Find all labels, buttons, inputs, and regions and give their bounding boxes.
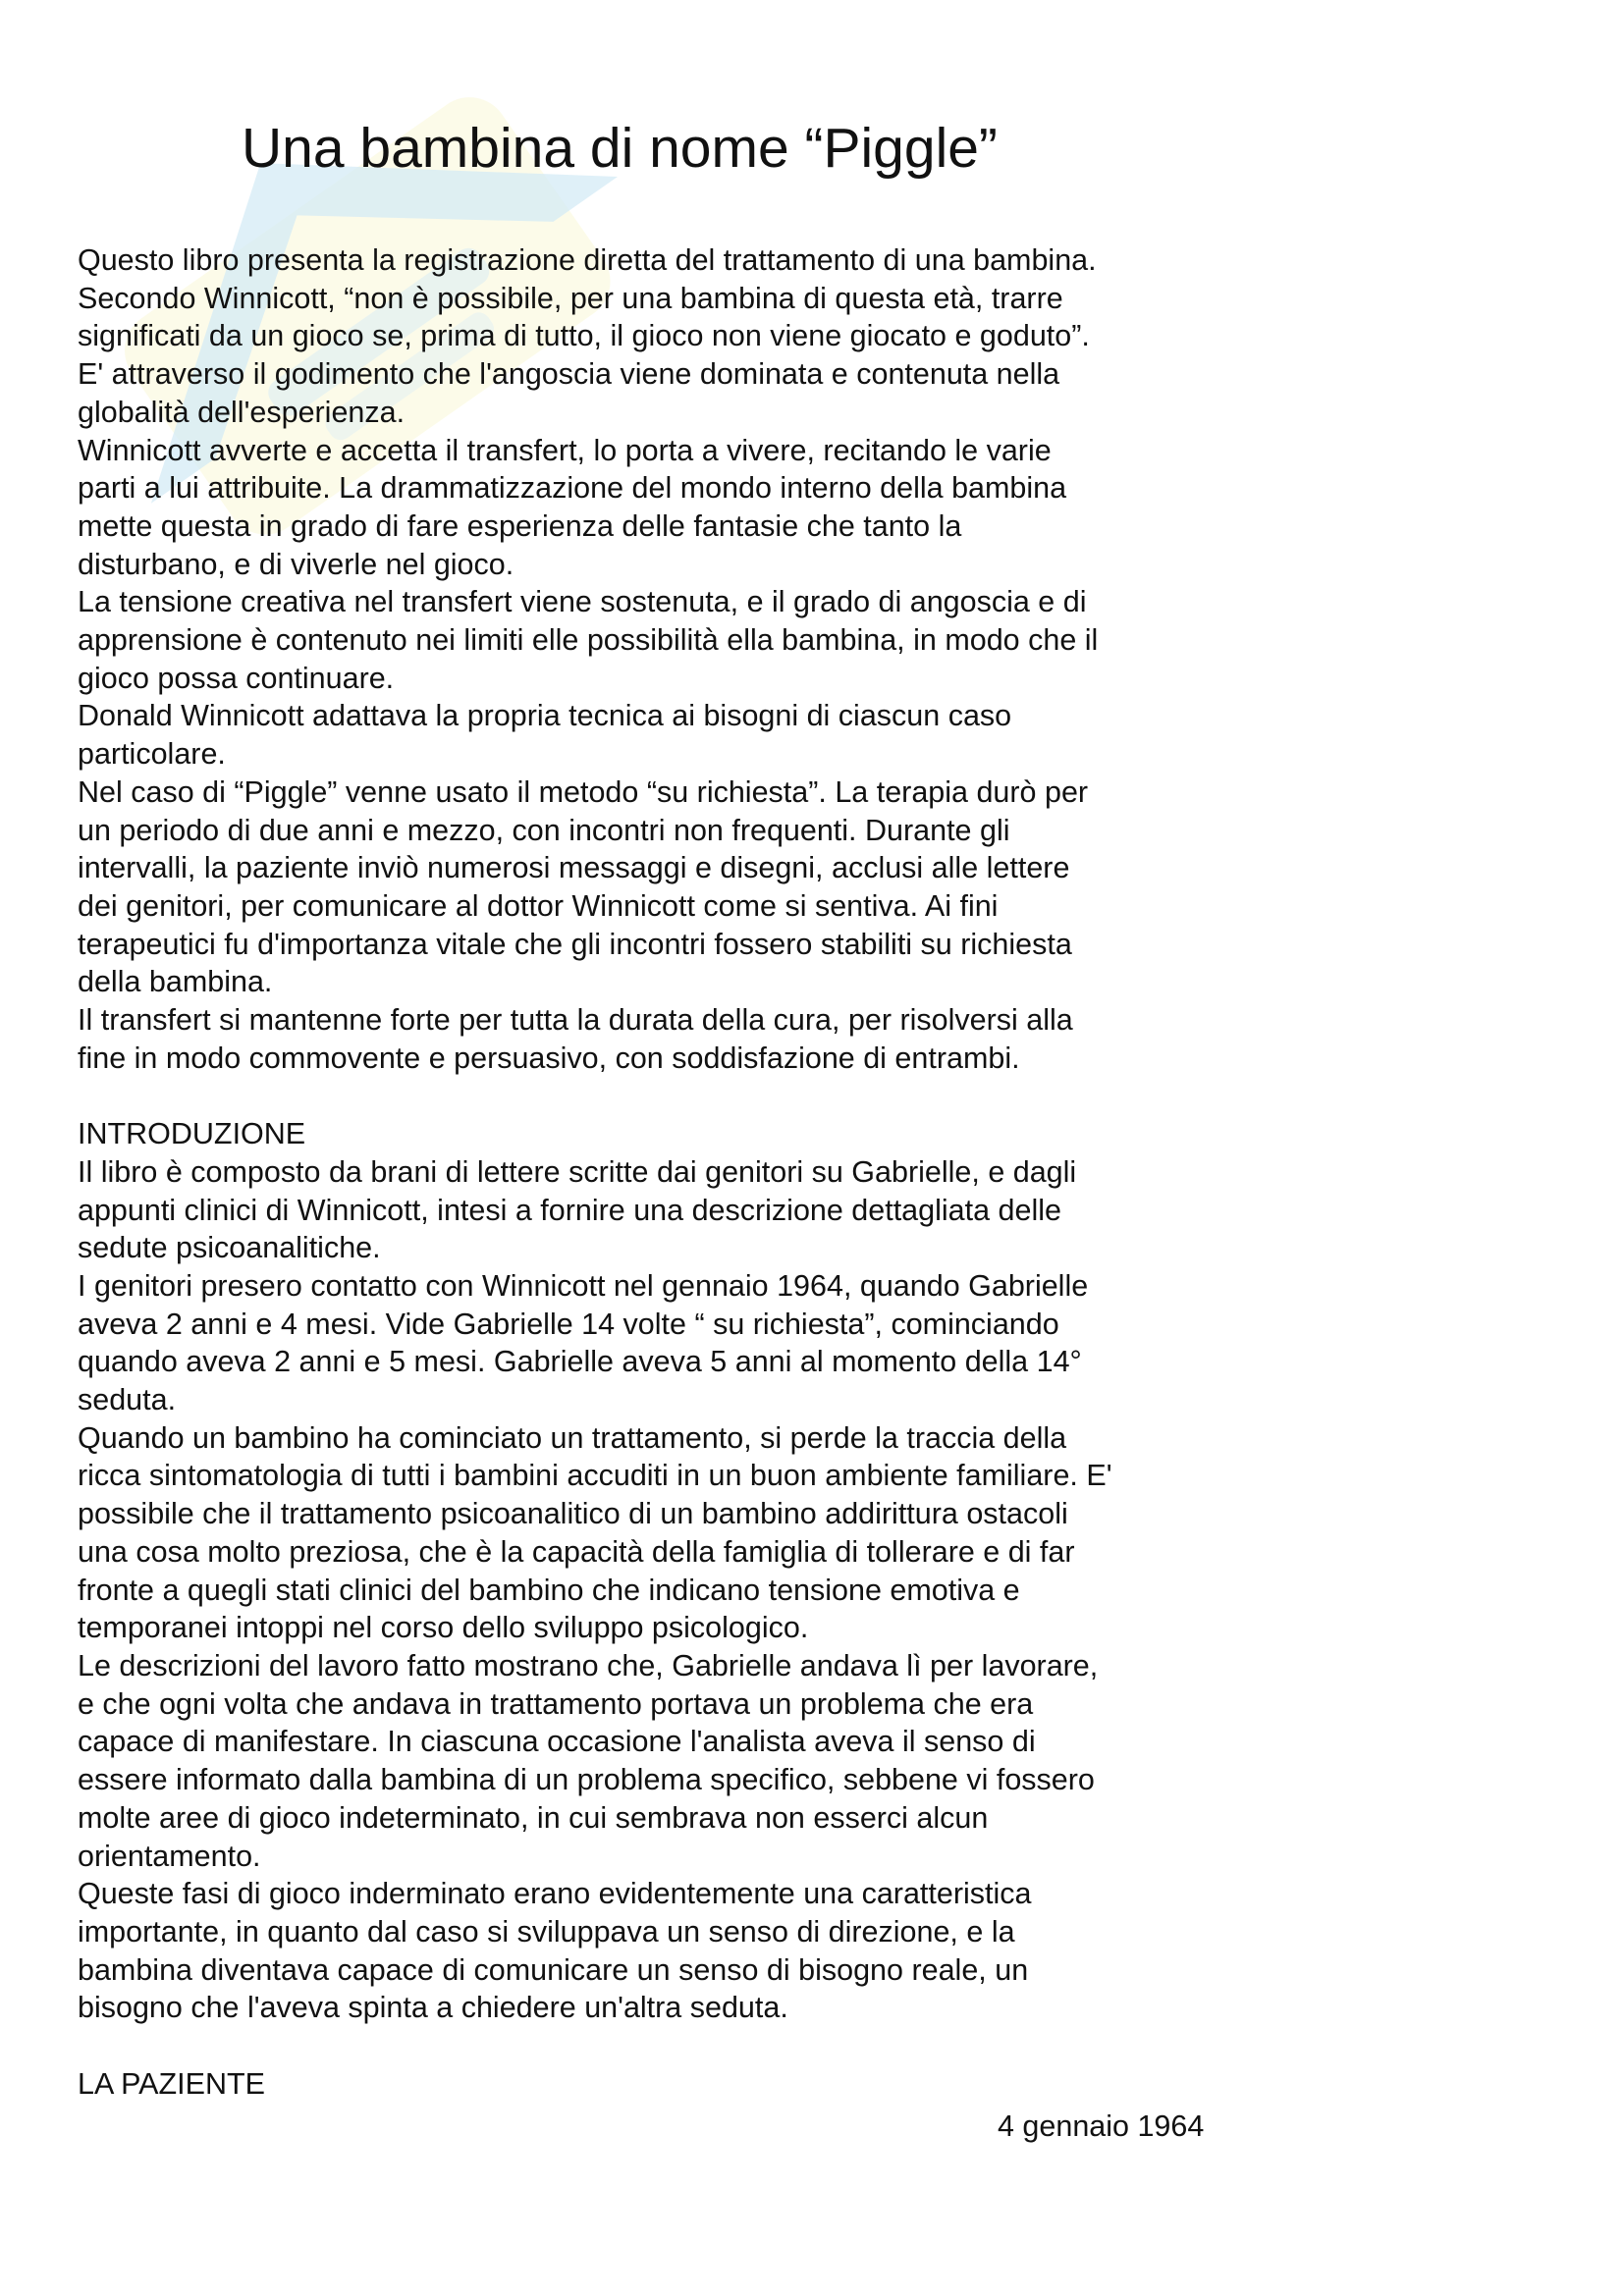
- document-title: Una bambina di nome “Piggle”: [242, 117, 998, 180]
- section-heading-introduzione: INTRODUZIONE: [78, 1117, 306, 1151]
- section-heading-la-paziente: LA PAZIENTE: [78, 2066, 265, 2101]
- paragraph: Nel caso di “Piggle” venne usato il metodo “su richiesta”. La terapia durò per un periodo di due anni e mezzo, con incontri non frequenti. Durante gli intervalli, la paziente inviò numerosi messaggi e disegni, acclusi alle lettere dei genitori, per comunicare al dottor Winnicott come si sentiva. Ai fini terapeutici fu d'importanza vitale che gli incontri fossero stabiliti su richiesta della bambina.: [78, 774, 1089, 999]
- paragraph: La tensione creativa nel transfert viene sostenuta, e il grado di angoscia e di apprensione è contenuto nei limiti elle possibilità ella bambina, in modo che il gioco possa continuare.: [78, 585, 1099, 695]
- paragraph: Questo libro presenta la registrazione diretta del trattamento di una bambina. Secondo Winnicott, “non è possibile, per una bambina di questa età, trarre significati da un gioco se, prima di tutto, il gioco non viene giocato e goduto”. E' attraverso il godimento che l'angoscia viene dominata e contenuta nella globalità dell'esperienza.: [78, 243, 1097, 429]
- paragraph: Le descrizioni del lavoro fatto mostrano che, Gabrielle andava lì per lavorare, e che ogni volta che andava in trattamento portava un problema che era capace di manifestare. In ciascuna occasione l'analista aveva il senso di essere informato dalla bambina di un problema specifico, sebbene vi fossero molte aree di gioco indeterminato, in cui sembrava non esserci alcun orientamento.: [78, 1649, 1099, 1873]
- paragraph: I genitori presero contatto con Winnicott nel gennaio 1964, quando Gabrielle aveva 2 anni e 4 mesi. Vide Gabrielle 14 volte “ su richiesta”, cominciando quando aveva 2 anni e 5 mesi. Gabrielle aveva 5 anni al momento della 14° seduta.: [78, 1268, 1089, 1417]
- paragraph: Il libro è composto da brani di lettere scritte dai genitori su Gabrielle, e dagli appunti clinici di Winnicott, intesi a fornire una descrizione dettagliata delle sedute psicoanalitiche.: [78, 1154, 1077, 1265]
- paragraph-spacer: [78, 2027, 1256, 2065]
- paragraph: Winnicott avverte e accetta il transfert, lo porta a vivere, recitando le varie parti a lui attribuite. La drammatizzazione del mondo interno della bambina mette questa in grado di fare esperienza delle fantasie che tanto la disturbano, e di viverle nel gioco.: [78, 433, 1067, 581]
- paragraph-spacer: [78, 1077, 1256, 1115]
- paragraph: Quando un bambino ha cominciato un trattamento, si perde la traccia della ricca sintomatologia di tutti i bambini accuditi in un buon ambiente familiare. E' possibile che il trattamento psicoanalitico di un bambino addirittura ostacoli una cosa molto preziosa, che è la capacità della famiglia di tollerare e di far fronte a quegli stati clinici del bambino che indicano tensione emotiva e temporanei intoppi nel corso dello sviluppo psicologico.: [78, 1420, 1112, 1645]
- document-body: [78, 241, 1256, 2103]
- paragraph: Queste fasi di gioco inderminato erano evidentemente una caratteristica importante, in quanto dal caso si sviluppava un senso di direzione, e la bambina diventava capace di comunicare un senso di bisogno reale, un bisogno che l'aveva spinta a chiedere un'altra seduta.: [78, 1877, 1032, 2025]
- paragraph: Il transfert si mantenne forte per tutta la durata della cura, per risolversi alla fine in modo commovente e persuasivo, con soddisfazione di entrambi.: [78, 1003, 1073, 1075]
- paragraph: Donald Winnicott adattava la propria tecnica ai bisogni di ciascun caso particolare.: [78, 699, 1012, 772]
- entry-date: 4 gennaio 1964: [998, 2109, 1205, 2143]
